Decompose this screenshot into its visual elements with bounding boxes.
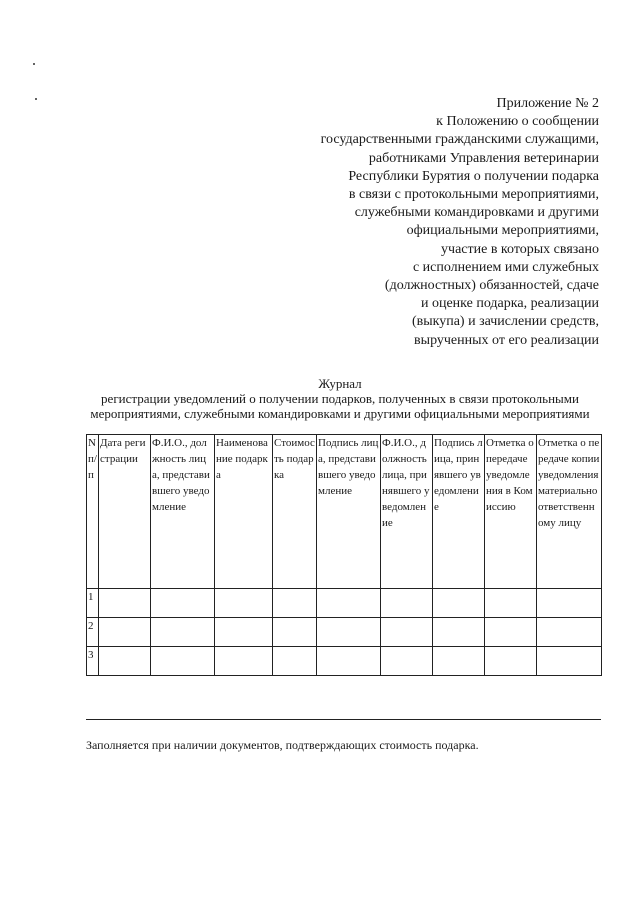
- table-cell: [317, 618, 381, 647]
- table-header-row: [87, 435, 602, 589]
- table-cell: [151, 647, 215, 676]
- appendix-header: [259, 95, 599, 350]
- table-cell: [215, 589, 273, 618]
- table-row: [87, 647, 602, 676]
- table-cell: [273, 647, 317, 676]
- table-cell: 1: [87, 589, 99, 618]
- table-cell: [99, 647, 151, 676]
- table-cell: [537, 618, 602, 647]
- table-cell: [485, 647, 537, 676]
- table-row: [87, 618, 602, 647]
- appendix-line: служебными командировками и другими: [354, 205, 599, 221]
- table-cell: [485, 618, 537, 647]
- table-row: [87, 589, 602, 618]
- column-header: Подпись лица, представившего уведомление: [317, 435, 381, 589]
- table-cell: [433, 589, 485, 618]
- column-header: Стоимость подарка: [273, 435, 317, 589]
- column-header: Отметка о передаче уведомления в Комиссию: [485, 435, 537, 589]
- table-cell: [273, 618, 317, 647]
- table-cell: [317, 589, 381, 618]
- column-header: Ф.И.О., должность лица, представившего уведомление: [151, 435, 215, 589]
- horizontal-divider: [86, 719, 601, 720]
- scan-speck: [33, 63, 35, 65]
- table-cell: [485, 589, 537, 618]
- registration-table: [86, 434, 602, 676]
- table-cell: [381, 589, 433, 618]
- journal-subtitle: регистрации уведомлений о получении подарков, полученных в связи протокольными: [101, 391, 579, 406]
- column-header: Дата регистрации: [99, 435, 151, 589]
- table-cell: [151, 589, 215, 618]
- appendix-line: (должностных) обязанностей, сдаче: [384, 278, 599, 294]
- appendix-line: Приложение № 2: [496, 96, 599, 111]
- appendix-line: к Положению о сообщении: [436, 114, 599, 130]
- appendix-line: работниками Управления ветеринарии: [368, 150, 599, 166]
- table-cell: [151, 618, 215, 647]
- column-header: Ф.И.О., должность лица, принявшего уведомление: [381, 435, 433, 589]
- journal-heading: [72, 376, 608, 421]
- table-cell: [381, 647, 433, 676]
- table-cell: [273, 589, 317, 618]
- table-cell: [381, 618, 433, 647]
- journal-title: Журнал: [318, 376, 362, 391]
- appendix-line: и оценке подарка, реализации: [420, 296, 599, 312]
- journal-subtitle: мероприятиями, служебными командировками и другими официальными мероприятиями: [90, 406, 590, 421]
- column-header: N п/п: [87, 435, 99, 589]
- table-cell: [99, 618, 151, 647]
- table-cell: [99, 589, 151, 618]
- appendix-line: вырученных от его реализации: [414, 332, 599, 348]
- appendix-line: государственными гражданскими служащими,: [320, 132, 599, 148]
- table-cell: [537, 589, 602, 618]
- table-cell: 2: [87, 618, 99, 647]
- table-cell: [215, 647, 273, 676]
- column-header: Подпись лица, принявшего уведомление: [433, 435, 485, 589]
- table-cell: 3: [87, 647, 99, 676]
- table-cell: [215, 618, 273, 647]
- appendix-line: официальными мероприятиями,: [406, 223, 599, 239]
- footnote: Заполняется при наличии документов, подтверждающих стоимость подарка.: [86, 738, 479, 752]
- appendix-line: участие в которых связано: [441, 241, 599, 257]
- appendix-line: (выкупа) и зачислении средств,: [411, 314, 599, 330]
- appendix-line: в связи с протокольными мероприятиями,: [348, 187, 599, 203]
- appendix-line: Республики Бурятия о получении подарка: [348, 168, 599, 184]
- column-header: Отметка о передаче копии уведомления материально ответственному лицу: [537, 435, 602, 589]
- table-cell: [433, 647, 485, 676]
- table-cell: [537, 647, 602, 676]
- scan-speck: [35, 98, 37, 100]
- appendix-line: с исполнением ими служебных: [412, 259, 599, 275]
- table-cell: [433, 618, 485, 647]
- column-header: Наименование подарка: [215, 435, 273, 589]
- table-cell: [317, 647, 381, 676]
